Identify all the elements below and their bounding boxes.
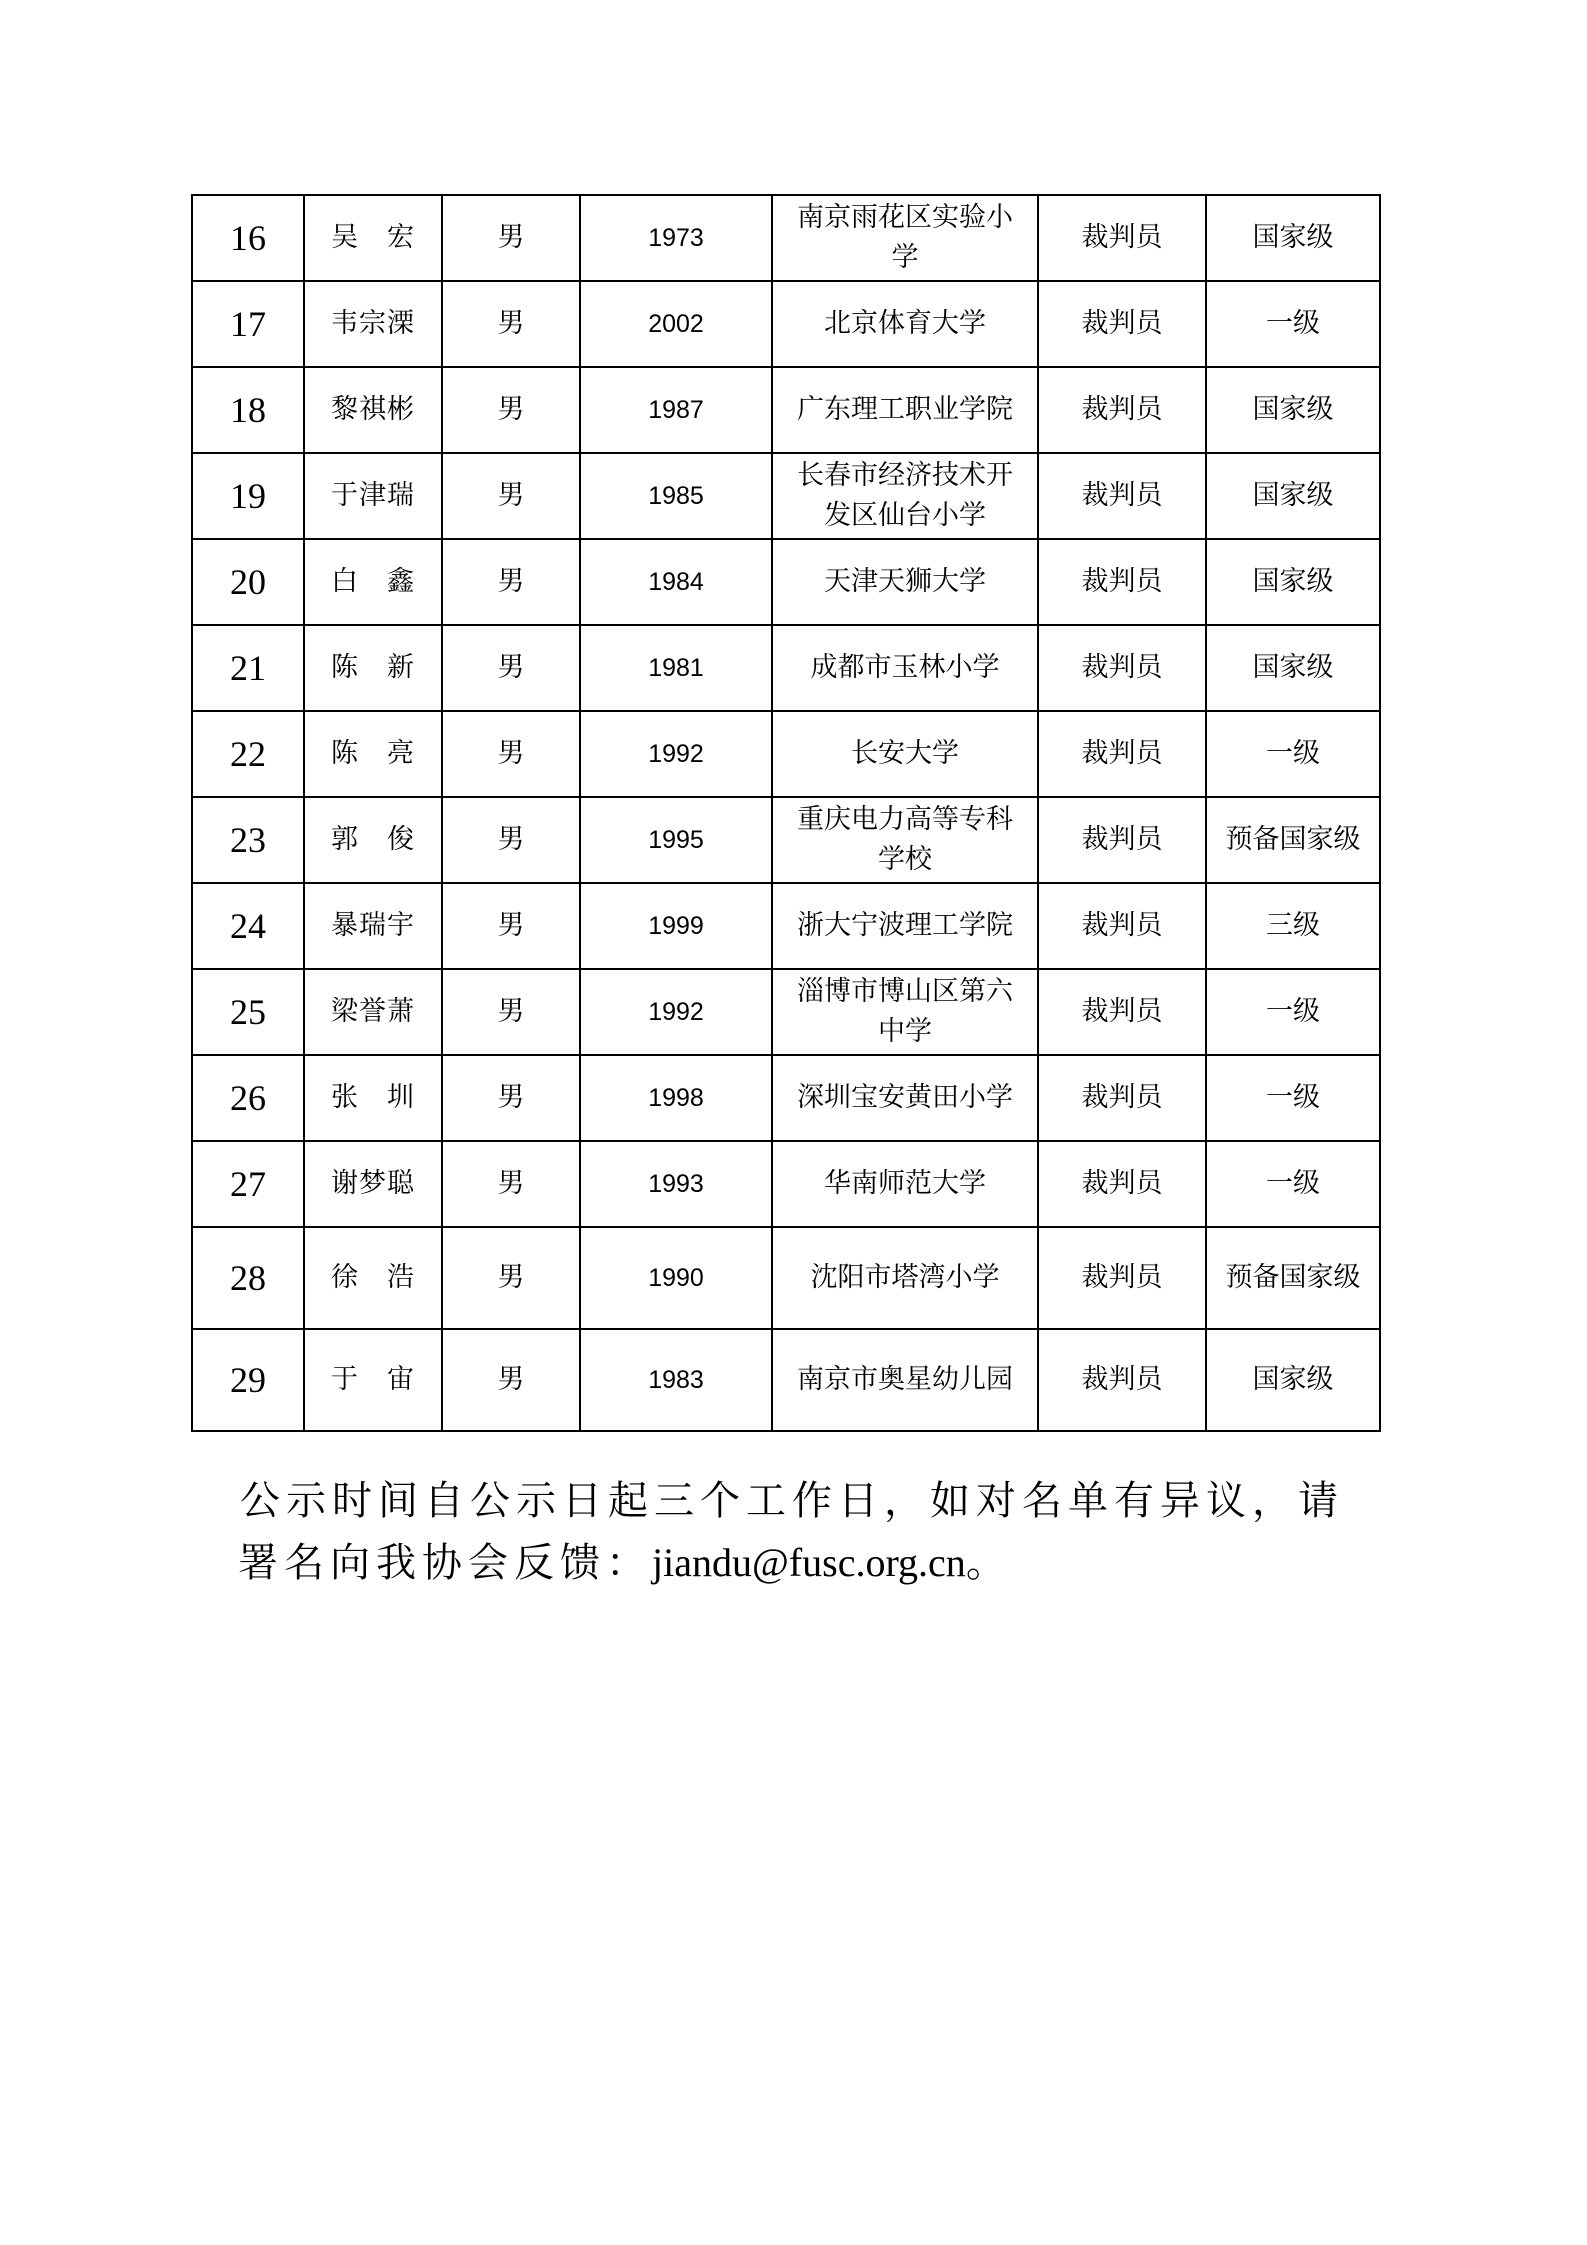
referee-level-cell: 国家级 (1206, 195, 1380, 281)
work-unit-cell: 沈阳市塔湾小学 (772, 1227, 1038, 1329)
birth-year-cell: 1998 (580, 1055, 772, 1141)
gender-cell: 男 (442, 883, 580, 969)
row-number-cell: 23 (192, 797, 304, 883)
role-cell: 裁判员 (1038, 1227, 1206, 1329)
referee-name-cell: 暴瑞宇 (304, 883, 442, 969)
referee-level-cell: 国家级 (1206, 625, 1380, 711)
role-cell: 裁判员 (1038, 281, 1206, 367)
referee-level-cell: 一级 (1206, 281, 1380, 367)
work-unit-cell: 北京体育大学 (772, 281, 1038, 367)
referee-level-cell: 国家级 (1206, 539, 1380, 625)
row-number-cell: 19 (192, 453, 304, 539)
role-cell: 裁判员 (1038, 367, 1206, 453)
row-number-cell: 17 (192, 281, 304, 367)
birth-year-cell: 1981 (580, 625, 772, 711)
referee-name-cell: 郭 俊 (304, 797, 442, 883)
referee-level-cell: 预备国家级 (1206, 797, 1380, 883)
row-number-cell: 26 (192, 1055, 304, 1141)
role-cell: 裁判员 (1038, 969, 1206, 1055)
row-number-cell: 22 (192, 711, 304, 797)
referee-level-cell: 一级 (1206, 1055, 1380, 1141)
table-row (192, 969, 1380, 1055)
gender-cell: 男 (442, 539, 580, 625)
referee-name-cell: 谢梦聪 (304, 1141, 442, 1227)
role-cell: 裁判员 (1038, 711, 1206, 797)
role-cell: 裁判员 (1038, 453, 1206, 539)
work-unit-cell: 华南师范大学 (772, 1141, 1038, 1227)
gender-cell: 男 (442, 969, 580, 1055)
referee-level-cell: 一级 (1206, 711, 1380, 797)
row-number-cell: 28 (192, 1227, 304, 1329)
row-number-cell: 20 (192, 539, 304, 625)
notice-line-1: 公示时间自公示日起三个工作日，如对名单有异议，请 (240, 1478, 1344, 1524)
gender-cell: 男 (442, 1329, 580, 1431)
birth-year-cell: 1985 (580, 453, 772, 539)
work-unit-cell: 南京市奥星幼儿园 (772, 1329, 1038, 1431)
row-number-cell: 21 (192, 625, 304, 711)
birth-year-cell: 1973 (580, 195, 772, 281)
gender-cell: 男 (442, 1227, 580, 1329)
row-number-cell: 27 (192, 1141, 304, 1227)
referee-name-cell: 张 圳 (304, 1055, 442, 1141)
work-unit-cell: 长春市经济技术开发区仙台小学 (772, 453, 1038, 539)
work-unit-cell: 淄博市博山区第六中学 (772, 969, 1038, 1055)
table-row (192, 453, 1380, 539)
gender-cell: 男 (442, 711, 580, 797)
table-row (192, 1055, 1380, 1141)
table-row (192, 797, 1380, 883)
table-row (192, 539, 1380, 625)
role-cell: 裁判员 (1038, 1329, 1206, 1431)
referee-name-cell: 吴 宏 (304, 195, 442, 281)
table-row (192, 1227, 1380, 1329)
row-number-cell: 16 (192, 195, 304, 281)
birth-year-cell: 1992 (580, 969, 772, 1055)
work-unit-cell: 浙大宁波理工学院 (772, 883, 1038, 969)
gender-cell: 男 (442, 625, 580, 711)
role-cell: 裁判员 (1038, 1141, 1206, 1227)
row-number-cell: 18 (192, 367, 304, 453)
birth-year-cell: 1992 (580, 711, 772, 797)
birth-year-cell: 1999 (580, 883, 772, 969)
referee-name-cell: 白 鑫 (304, 539, 442, 625)
work-unit-cell: 成都市玉林小学 (772, 625, 1038, 711)
referee-level-cell: 三级 (1206, 883, 1380, 969)
referee-level-cell: 一级 (1206, 969, 1380, 1055)
referee-name-cell: 于津瑞 (304, 453, 442, 539)
referee-name-cell: 于 宙 (304, 1329, 442, 1431)
roster-table-body (192, 195, 1380, 1431)
table-row (192, 711, 1380, 797)
work-unit-cell: 广东理工职业学院 (772, 367, 1038, 453)
feedback-email: jiandu@fusc.org.cn (652, 1540, 966, 1585)
gender-cell: 男 (442, 1055, 580, 1141)
birth-year-cell: 1987 (580, 367, 772, 453)
gender-cell: 男 (442, 453, 580, 539)
referee-name-cell: 梁誉萧 (304, 969, 442, 1055)
role-cell: 裁判员 (1038, 539, 1206, 625)
referee-level-cell: 预备国家级 (1206, 1227, 1380, 1329)
referee-level-cell: 国家级 (1206, 1329, 1380, 1431)
referee-name-cell: 陈 新 (304, 625, 442, 711)
table-row (192, 1329, 1380, 1431)
work-unit-cell: 重庆电力高等专科学校 (772, 797, 1038, 883)
birth-year-cell: 1995 (580, 797, 772, 883)
gender-cell: 男 (442, 367, 580, 453)
table-row (192, 883, 1380, 969)
birth-year-cell: 1983 (580, 1329, 772, 1431)
birth-year-cell: 2002 (580, 281, 772, 367)
table-row (192, 367, 1380, 453)
referee-name-cell: 韦宗溧 (304, 281, 442, 367)
work-unit-cell: 南京雨花区实验小学 (772, 195, 1038, 281)
role-cell: 裁判员 (1038, 195, 1206, 281)
birth-year-cell: 1984 (580, 539, 772, 625)
referee-name-cell: 陈 亮 (304, 711, 442, 797)
gender-cell: 男 (442, 281, 580, 367)
table-row (192, 625, 1380, 711)
table-row (192, 281, 1380, 367)
roster-table-container (191, 194, 1381, 1432)
referee-level-cell: 国家级 (1206, 453, 1380, 539)
gender-cell: 男 (442, 797, 580, 883)
birth-year-cell: 1993 (580, 1141, 772, 1227)
table-row (192, 195, 1380, 281)
referee-name-cell: 徐 浩 (304, 1227, 442, 1329)
table-row (192, 1141, 1380, 1227)
role-cell: 裁判员 (1038, 625, 1206, 711)
referee-name-cell: 黎祺彬 (304, 367, 442, 453)
work-unit-cell: 天津天狮大学 (772, 539, 1038, 625)
row-number-cell: 25 (192, 969, 304, 1055)
gender-cell: 男 (442, 1141, 580, 1227)
referee-level-cell: 一级 (1206, 1141, 1380, 1227)
notice-paragraph (238, 1470, 1360, 1586)
referee-level-cell: 国家级 (1206, 367, 1380, 453)
row-number-cell: 29 (192, 1329, 304, 1431)
role-cell: 裁判员 (1038, 1055, 1206, 1141)
row-number-cell: 24 (192, 883, 304, 969)
role-cell: 裁判员 (1038, 797, 1206, 883)
work-unit-cell: 深圳宝安黄田小学 (772, 1055, 1038, 1141)
referee-roster-table (191, 194, 1381, 1432)
work-unit-cell: 长安大学 (772, 711, 1038, 797)
notice-line-2-suffix: 。 (965, 1540, 1012, 1586)
birth-year-cell: 1990 (580, 1227, 772, 1329)
role-cell: 裁判员 (1038, 883, 1206, 969)
notice-line-2-prefix: 署名向我协会反馈： (238, 1540, 652, 1586)
gender-cell: 男 (442, 195, 580, 281)
notice-line-2 (238, 1532, 1012, 1594)
